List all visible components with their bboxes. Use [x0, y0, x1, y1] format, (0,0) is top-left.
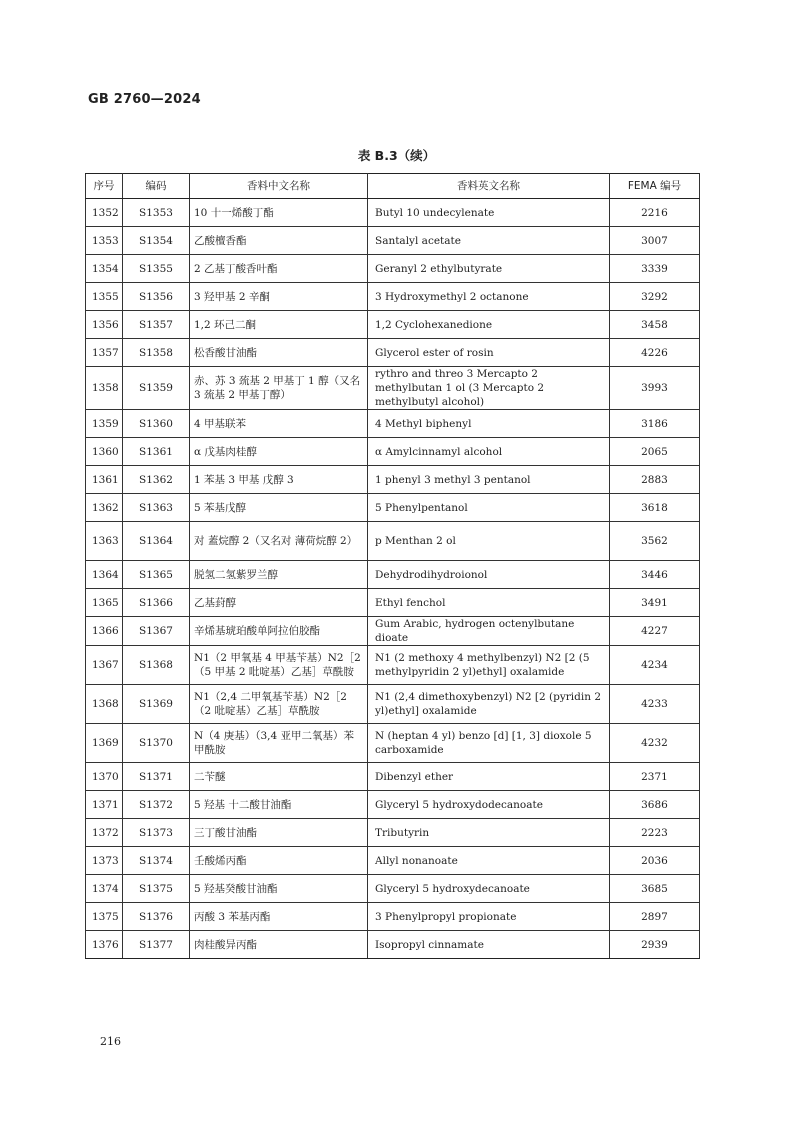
cell-fema: 3339: [610, 255, 700, 283]
cell-no: 1370: [86, 763, 123, 791]
cell-no: 1352: [86, 199, 123, 227]
cell-english-name: Dehydrodihydroionol: [368, 561, 610, 589]
table-row: [86, 438, 700, 466]
table-row: [86, 311, 700, 339]
cell-english-name: Gum Arabic, hydrogen octenylbutane dioate: [368, 617, 610, 646]
cell-code: S1367: [123, 617, 190, 646]
table-row: [86, 819, 700, 847]
cell-english-name: Santalyl acetate: [368, 227, 610, 255]
cell-fema: 2216: [610, 199, 700, 227]
cell-chinese-name: 赤、苏 3 巯基 2 甲基丁 1 醇（又名 3 巯基 2 甲基丁醇）: [190, 367, 368, 410]
cell-code: S1355: [123, 255, 190, 283]
table-row: [86, 283, 700, 311]
cell-chinese-name: 乙酸檀香酯: [190, 227, 368, 255]
cell-english-name: Isopropyl cinnamate: [368, 931, 610, 959]
table-row: [86, 466, 700, 494]
cell-fema: 3292: [610, 283, 700, 311]
cell-code: S1353: [123, 199, 190, 227]
cell-chinese-name: 5 羟基癸酸甘油酯: [190, 875, 368, 903]
table-row: [86, 227, 700, 255]
cell-fema: 4227: [610, 617, 700, 646]
table-row: [86, 617, 700, 646]
cell-english-name: Glyceryl 5 hydroxydodecanoate: [368, 791, 610, 819]
cell-no: 1364: [86, 561, 123, 589]
cell-english-name: 3 Phenylpropyl propionate: [368, 903, 610, 931]
page-number: 216: [100, 1035, 121, 1048]
cell-fema: 3618: [610, 494, 700, 522]
cell-code: S1377: [123, 931, 190, 959]
cell-fema: 3446: [610, 561, 700, 589]
cell-fema: 4233: [610, 685, 700, 724]
cell-code: S1375: [123, 875, 190, 903]
cell-code: S1373: [123, 819, 190, 847]
cell-chinese-name: N1（2,4 二甲氧基苄基）N2［2（2 吡啶基）乙基］草酰胺: [190, 685, 368, 724]
table-title: 表 B.3（续）: [357, 148, 436, 163]
cell-chinese-name: 5 羟基 十二酸甘油酯: [190, 791, 368, 819]
table-row: [86, 685, 700, 724]
cell-chinese-name: 3 羟甲基 2 辛酮: [190, 283, 368, 311]
col-header-no: 序号: [86, 174, 123, 199]
table-row: [86, 903, 700, 931]
cell-code: S1364: [123, 522, 190, 561]
cell-english-name: 5 Phenylpentanol: [368, 494, 610, 522]
cell-no: 1365: [86, 589, 123, 617]
cell-code: S1370: [123, 724, 190, 763]
cell-code: S1368: [123, 646, 190, 685]
cell-chinese-name: 1 苯基 3 甲基 戊醇 3: [190, 466, 368, 494]
cell-english-name: Butyl 10 undecylenate: [368, 199, 610, 227]
cell-english-name: p Menthan 2 ol: [368, 522, 610, 561]
cell-chinese-name: N（4 庚基）（3,4 亚甲二氧基）苯甲酰胺: [190, 724, 368, 763]
cell-no: 1357: [86, 339, 123, 367]
cell-no: 1353: [86, 227, 123, 255]
cell-code: S1359: [123, 367, 190, 410]
standard-code: GB 2760—2024: [88, 92, 201, 107]
cell-no: 1369: [86, 724, 123, 763]
cell-no: 1374: [86, 875, 123, 903]
cell-no: 1373: [86, 847, 123, 875]
table-row: [86, 847, 700, 875]
cell-fema: 2939: [610, 931, 700, 959]
cell-fema: 3685: [610, 875, 700, 903]
cell-no: 1376: [86, 931, 123, 959]
cell-english-name: 3 Hydroxymethyl 2 octanone: [368, 283, 610, 311]
cell-fema: 2036: [610, 847, 700, 875]
cell-no: 1367: [86, 646, 123, 685]
cell-chinese-name: 肉桂酸异丙酯: [190, 931, 368, 959]
cell-english-name: N (heptan 4 yl) benzo [d] [1, 3] dioxole 5 carboxamide: [368, 724, 610, 763]
cell-fema: 3458: [610, 311, 700, 339]
cell-fema: 2883: [610, 466, 700, 494]
cell-english-name: Allyl nonanoate: [368, 847, 610, 875]
cell-no: 1371: [86, 791, 123, 819]
cell-code: S1358: [123, 339, 190, 367]
cell-code: S1374: [123, 847, 190, 875]
table-row: [86, 561, 700, 589]
table-row: [86, 763, 700, 791]
cell-chinese-name: 二苄醚: [190, 763, 368, 791]
cell-fema: 4234: [610, 646, 700, 685]
cell-fema: 2897: [610, 903, 700, 931]
cell-code: S1361: [123, 438, 190, 466]
cell-english-name: 4 Methyl biphenyl: [368, 410, 610, 438]
cell-chinese-name: 4 甲基联苯: [190, 410, 368, 438]
cell-english-name: N1 (2 methoxy 4 methylbenzyl) N2 [2 (5 methylpyridin 2 yl)ethyl] oxalamide: [368, 646, 610, 685]
col-header-english-name: 香料英文名称: [368, 174, 610, 199]
table-row: [86, 367, 700, 410]
table-row: [86, 724, 700, 763]
cell-chinese-name: 壬酸烯丙酯: [190, 847, 368, 875]
col-header-fema: FEMA 编号: [610, 174, 700, 199]
table-header-row: [86, 174, 700, 199]
cell-chinese-name: 辛烯基琥珀酸单阿拉伯胶酯: [190, 617, 368, 646]
cell-code: S1360: [123, 410, 190, 438]
cell-chinese-name: α 戊基肉桂醇: [190, 438, 368, 466]
cell-no: 1359: [86, 410, 123, 438]
cell-english-name: Glyceryl 5 hydroxydecanoate: [368, 875, 610, 903]
cell-no: 1356: [86, 311, 123, 339]
cell-code: S1362: [123, 466, 190, 494]
table-body: [86, 199, 700, 959]
cell-no: 1358: [86, 367, 123, 410]
table-row: [86, 931, 700, 959]
cell-code: S1366: [123, 589, 190, 617]
cell-chinese-name: 丙酸 3 苯基丙酯: [190, 903, 368, 931]
table-row: [86, 199, 700, 227]
cell-english-name: Ethyl fenchol: [368, 589, 610, 617]
cell-english-name: rythro and threo 3 Mercapto 2 methylbutan 1 ol (3 Mercapto 2 methylbutyl alcohol): [368, 367, 610, 410]
cell-chinese-name: 10 十一烯酸丁酯: [190, 199, 368, 227]
table-row: [86, 589, 700, 617]
cell-fema: 4226: [610, 339, 700, 367]
cell-chinese-name: 对 蓋烷醇 2（又名对 薄荷烷醇 2）: [190, 522, 368, 561]
cell-code: S1376: [123, 903, 190, 931]
cell-no: 1361: [86, 466, 123, 494]
cell-chinese-name: 脱氢二氢紫罗兰醇: [190, 561, 368, 589]
cell-no: 1354: [86, 255, 123, 283]
table-row: [86, 494, 700, 522]
cell-english-name: Dibenzyl ether: [368, 763, 610, 791]
table-row: [86, 646, 700, 685]
cell-no: 1355: [86, 283, 123, 311]
table-row: [86, 522, 700, 561]
cell-code: S1356: [123, 283, 190, 311]
table-row: [86, 339, 700, 367]
cell-english-name: N1 (2,4 dimethoxybenzyl) N2 [2 (pyridin 2 yl)ethyl] oxalamide: [368, 685, 610, 724]
cell-fema: 3686: [610, 791, 700, 819]
cell-fema: 3186: [610, 410, 700, 438]
cell-no: 1363: [86, 522, 123, 561]
table-row: [86, 875, 700, 903]
cell-no: 1362: [86, 494, 123, 522]
cell-code: S1365: [123, 561, 190, 589]
cell-fema: 4232: [610, 724, 700, 763]
cell-code: S1371: [123, 763, 190, 791]
cell-chinese-name: 1,2 环己二酮: [190, 311, 368, 339]
cell-code: S1363: [123, 494, 190, 522]
col-header-code: 编码: [123, 174, 190, 199]
cell-fema: 3491: [610, 589, 700, 617]
cell-no: 1375: [86, 903, 123, 931]
cell-no: 1372: [86, 819, 123, 847]
cell-fema: 2223: [610, 819, 700, 847]
table-row: [86, 255, 700, 283]
cell-fema: 3007: [610, 227, 700, 255]
cell-code: S1357: [123, 311, 190, 339]
cell-code: S1369: [123, 685, 190, 724]
table-row: [86, 791, 700, 819]
cell-chinese-name: 三丁酸甘油酯: [190, 819, 368, 847]
flavor-table: [85, 173, 700, 959]
table-row: [86, 410, 700, 438]
cell-chinese-name: N1（2 甲氧基 4 甲基苄基）N2［2（5 甲基 2 吡啶基）乙基］草酰胺: [190, 646, 368, 685]
cell-english-name: α Amylcinnamyl alcohol: [368, 438, 610, 466]
cell-no: 1368: [86, 685, 123, 724]
cell-fema: 2371: [610, 763, 700, 791]
cell-no: 1360: [86, 438, 123, 466]
cell-english-name: 1 phenyl 3 methyl 3 pentanol: [368, 466, 610, 494]
cell-english-name: Glycerol ester of rosin: [368, 339, 610, 367]
cell-chinese-name: 2 乙基丁酸香叶酯: [190, 255, 368, 283]
cell-fema: 3993: [610, 367, 700, 410]
cell-code: S1372: [123, 791, 190, 819]
cell-english-name: Geranyl 2 ethylbutyrate: [368, 255, 610, 283]
cell-no: 1366: [86, 617, 123, 646]
cell-chinese-name: 5 苯基戊醇: [190, 494, 368, 522]
cell-fema: 3562: [610, 522, 700, 561]
cell-english-name: Tributyrin: [368, 819, 610, 847]
col-header-chinese-name: 香料中文名称: [190, 174, 368, 199]
cell-code: S1354: [123, 227, 190, 255]
cell-chinese-name: 乙基葑醇: [190, 589, 368, 617]
cell-chinese-name: 松香酸甘油酯: [190, 339, 368, 367]
cell-english-name: 1,2 Cyclohexanedione: [368, 311, 610, 339]
cell-fema: 2065: [610, 438, 700, 466]
